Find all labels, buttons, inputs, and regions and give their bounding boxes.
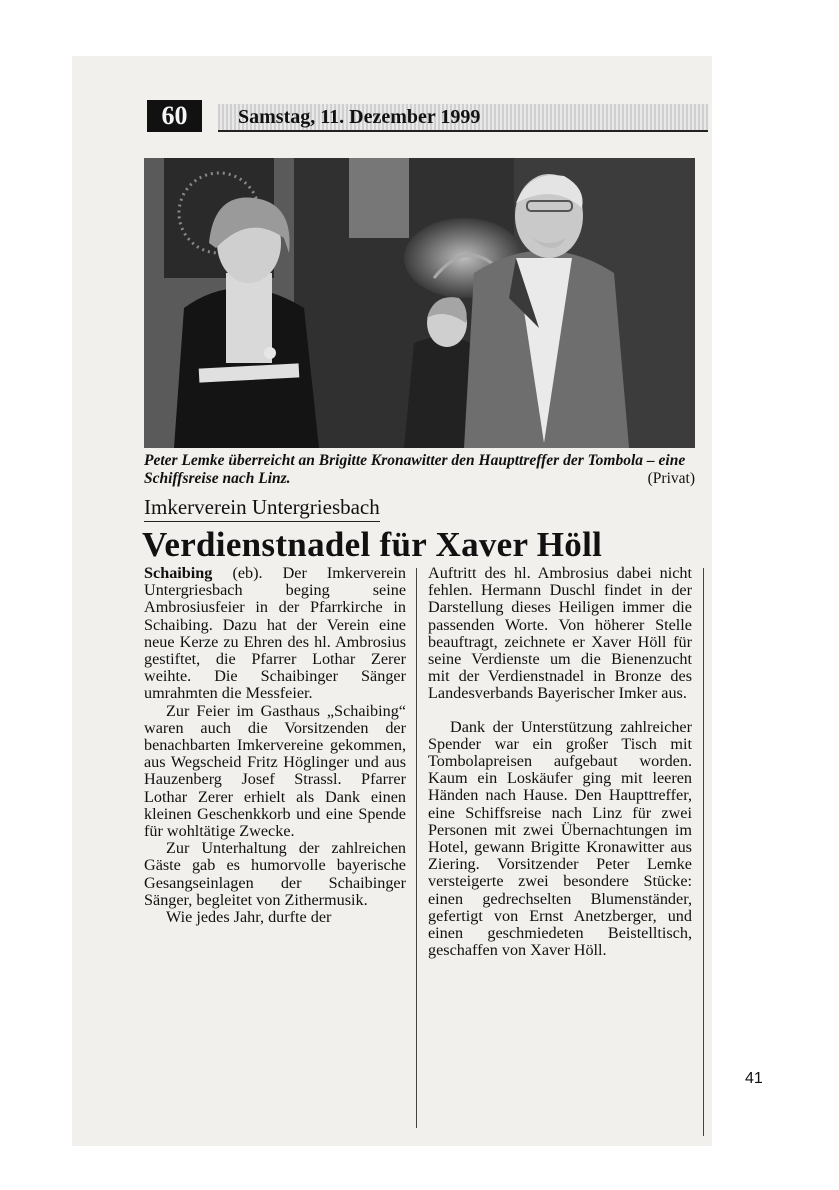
article-paragraph: Zur Feier im Gasthaus „Schaibing“ waren auch die Vorsitzenden der benachbarten Imkervereine gekommen, aus Wegscheid Fritz Höglinger und aus Hauzenberg Josef Strassl. Pfarrer Lothar Zerer erhielt als Dank einen kleinen Geschenkkorb und eine Spende für wohltätige Zwecke. xyxy=(144,701,406,841)
article-paragraph: Schaibing (eb). Der Imkerverein Untergriesbach beging seine Ambrosiusfeier in der Pfarrkirche in Schaibing. Dazu hat der Verein eine neue Kerze zu Ehren des hl. Ambrosius gestiftet, die Pfarrer Lothar Zerer weihte. Die Schaibinger Sänger umrahmten die Messfeier. xyxy=(144,564,406,703)
caption-text: Peter Lemke überreicht an Brigitte Kronawitter den Haupttreffer der Tombola – eine Schiffsreise nach Linz. xyxy=(144,452,686,487)
paragraph-gap xyxy=(428,703,692,719)
article-paragraph: Auftritt des hl. Ambrosius dabei nicht fehlen. Hermann Duschl findet in der Darstellung dieses Heiligen immer die passenden Worte. Von höherer Stelle beauftragt, zeichnete er Xaver Höll für seine Verdienste um die Bienenzucht mit der Verdienstnadel in Bronze des Landesverbands Bayerischer Imker aus. xyxy=(428,564,692,703)
document-page-number: 41 xyxy=(745,1070,763,1087)
article-column-1 xyxy=(144,565,406,926)
article-paragraph: Wie jedes Jahr, durfte der xyxy=(166,908,332,927)
photo-credit: (Privat) xyxy=(647,470,695,487)
article-column-2 xyxy=(428,565,692,959)
date-bar xyxy=(218,104,708,132)
newspaper-page-number: 60 xyxy=(147,100,202,132)
photo-caption xyxy=(144,452,695,488)
article-photo xyxy=(144,158,695,448)
dateline: Schaibing xyxy=(144,564,213,582)
article-kicker: Imkerverein Untergriesbach xyxy=(144,495,380,522)
article-paragraph: Zur Unterhaltung der zahlreichen Gäste gab es humorvolle bayerische Gesangseinlagen der Schaibinger Sänger, begleitet von Zithermusik. xyxy=(144,839,406,909)
article-headline: Verdienstnadel für Xaver Höll xyxy=(142,525,603,564)
photo-illustration xyxy=(144,158,695,448)
column-divider xyxy=(416,568,417,1128)
issue-date: Samstag, 11. Dezember 1999 xyxy=(238,106,481,128)
right-border-rule xyxy=(703,568,704,1136)
article-paragraph: Dank der Unterstützung zahlreicher Spender war ein großer Tisch mit Tombolapreisen aufgebaut worden. Kaum ein Loskäufer ging mit leeren Händen nach Hause. Den Haupttreffer, eine Schiffsreise nach Linz für zwei Personen mit zwei Übernachtungen im Hotel, gewann Brigitte Kronawitter aus Ziering. Vorsitzender Peter Lemke versteigerte zwei besondere Stücke: einen gedrechselten Blumenständer, gefertigt von Ernst Anetzberger, und einen geschmiedeten Beistelltisch, geschaffen von Xaver Höll. xyxy=(428,717,692,960)
